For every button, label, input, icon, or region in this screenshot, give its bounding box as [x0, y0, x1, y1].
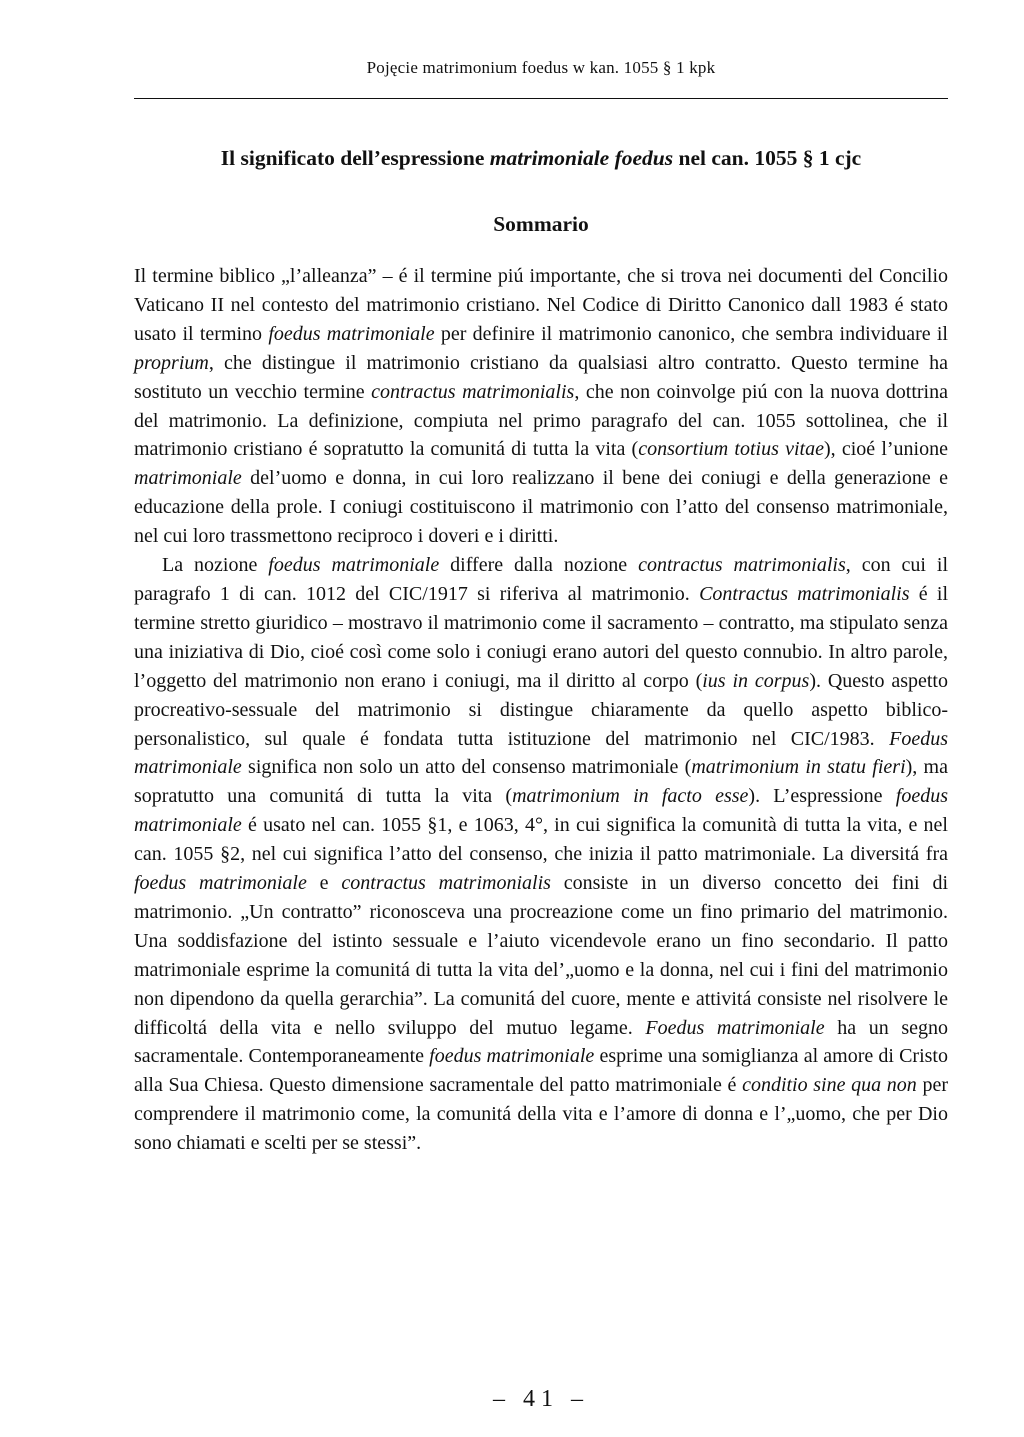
italic-term: matrimonium in statu fieri: [691, 756, 906, 779]
italic-term: foedus matrimoniale: [134, 872, 307, 895]
italic-term: contractus matrimonialis: [371, 380, 575, 403]
summary-paragraph: [134, 551, 948, 1158]
italic-term: contractus matrimonialis: [341, 872, 551, 895]
title-text: Il significato dell’espressione: [220, 146, 490, 170]
text-run: ha un segno sacramentale. Contemporaneamente: [134, 1016, 948, 1068]
title-italic-term: matrimoniale foedus: [489, 146, 674, 170]
text-run: ). L’espressione: [748, 785, 896, 808]
text-run: per comprendere il matrimonio come, la comunitá della vita e l’amore di donna e l’„uomo, che per Dio sono chiamati e scelti per se stessi”.: [134, 1074, 949, 1155]
italic-term: matrimonium in facto esse: [512, 785, 749, 808]
text-run: del’uomo e donna, in cui loro realizzano il bene dei coniugi e della generazione e educazione della prole. I coniugi costituiscono il matrimonio con l’atto del consenso matrimoniale, nel cui loro trassmettono reciproco i doveri e i diritti.: [134, 467, 948, 548]
text-run: esprime una somiglianza al amore di Cristo alla Sua Chiesa. Questo dimensione sacramentale del patto matrimoniale é: [134, 1045, 948, 1097]
summary-body: [134, 262, 948, 1158]
text-run: é il termine stretto giuridico – mostravo il matrimonio come il sacramento – contratto, ma stipulato senza una iniziativa di Dio, cioé così come solo i coniugi erano autori del questo connubio. In altro parole, l’oggetto del matrimonio non erano i coniugi, ma il diritto al corpo (: [134, 582, 948, 692]
text-run: ), cioé l’unione: [823, 438, 948, 461]
italic-term: ius in corpus: [702, 669, 810, 692]
italic-term: consortium totius vitae: [638, 438, 824, 461]
text-run: consiste in un diverso concetto dei fini di matrimonio. „Un contratto” riconosceva una procreazione come un fino primario del matrimonio. Una soddisfazione del istinto sessuale e l’aiuto vicendevole erano un fino secondario. Il patto matrimoniale esprime la comunitá di tutta la vita del’„uomo e la donna, nel cui i fini del matrimonio non dipendono da quella gerarchia”. La comunitá del cuore, mente e attivitá consiste nel risolvere le difficoltá della vita e nello sviluppo del mutuo legame.: [134, 872, 949, 1039]
italic-term: Contractus matrimonialis: [699, 582, 910, 605]
text-run: Il termine biblico „l’alleanza” – é il termine piú importante, che si trova nei documenti del Concilio Vaticano II nel contesto del matrimonio cristiano. Nel Codice di Diritto Canonico dall 1983 é stato usato il termino: [134, 265, 948, 345]
text-run: é usato nel can. 1055 §1, e 1063, 4°, in cui significa la comunità di tutta la vita, e nel can. 1055 §2, nel cui significa l’atto del consenso, che inizia il patto matrimoniale. La diversitá fra: [134, 814, 948, 866]
italic-term: conditio sine qua non: [742, 1074, 917, 1097]
text-run: ). Questo aspetto procreativo-sessuale del matrimonio si distingue chiaramente da quello aspetto biblico-personalistico, sul quale é fondata tutta istituzione del matrimonio nel CIC/1983.: [134, 669, 948, 750]
italic-term: proprium: [134, 351, 209, 374]
italic-term: foedus matrimoniale: [134, 785, 948, 837]
page-number: – 41 –: [493, 1386, 589, 1412]
text-run: , che distingue il matrimonio cristiano da qualsiasi altro contratto. Questo termine ha sostituto un vecchio termine: [134, 351, 948, 403]
title-text: nel can. 1055 § 1 cjc: [673, 146, 862, 170]
text-run: ), ma sopratutto una comunitá di tutta la vita (: [134, 756, 948, 808]
italic-term: matrimoniale: [134, 467, 242, 490]
text-run: La nozione: [162, 554, 269, 577]
header-rule: [134, 98, 948, 99]
italic-term: contractus matrimonialis: [638, 554, 846, 577]
text-run: , con cui il paragrafo 1 di can. 1012 del CIC/1917 si riferiva al matrimonio.: [134, 554, 949, 605]
italic-term: Foedus matrimoniale: [645, 1016, 825, 1039]
summary-paragraph: [134, 262, 948, 551]
article-title: [134, 146, 948, 171]
italic-term: Foedus matrimoniale: [134, 727, 948, 779]
italic-term: foedus matrimoniale: [429, 1045, 595, 1068]
running-head: Pojęcie matrimonium foedus w kan. 1055 § 1 kpk: [366, 58, 716, 77]
text-run: differe dalla nozione: [439, 554, 639, 577]
italic-term: foedus matrimoniale: [268, 554, 440, 577]
text-run: per definire il matrimonio canonico, che sembra individuare il: [434, 322, 948, 345]
summary-heading: Sommario: [493, 212, 589, 236]
text-run: e: [306, 872, 342, 895]
italic-term: foedus matrimoniale: [268, 322, 435, 345]
text-run: significa non solo un atto del consenso matrimoniale (: [241, 756, 692, 779]
text-run: , che non coinvolge piú con la nuova dottrina del matrimonio. La definizione, compiuta nel primo paragrafo del can. 1055 sottolinea, che il matrimonio cristiano é sopratutto la comunitá di tutta la vita (: [134, 380, 948, 461]
